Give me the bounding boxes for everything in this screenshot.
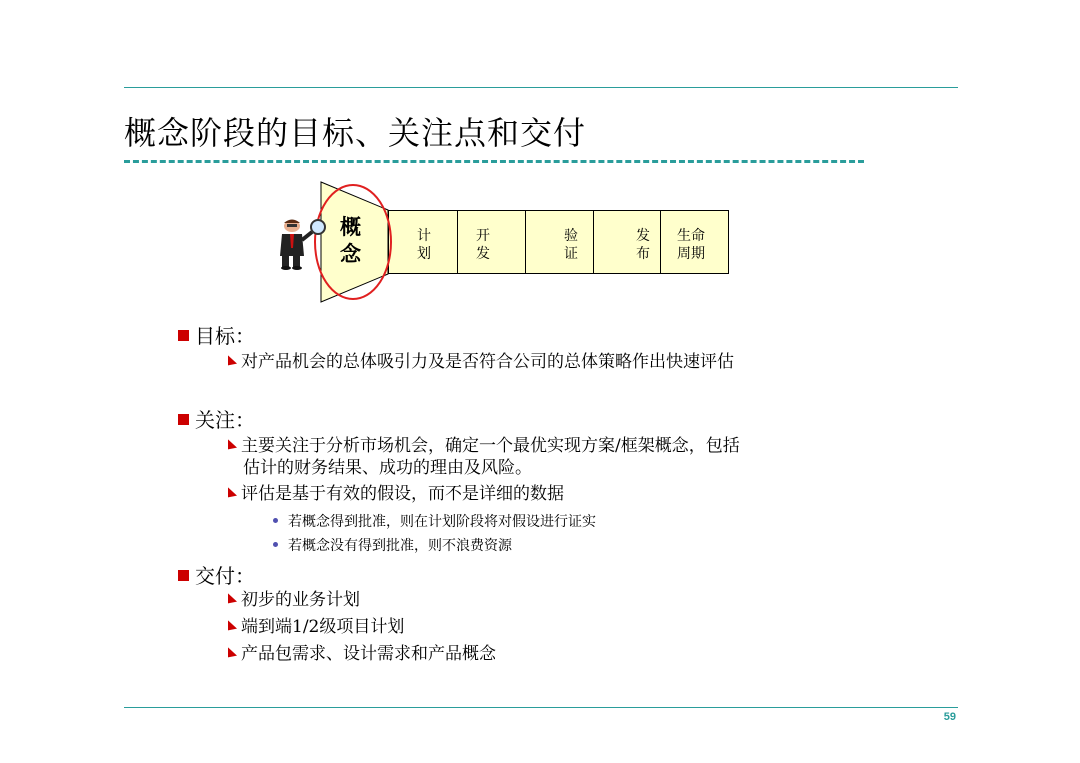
goal-item [228, 352, 734, 373]
stage-verify-line2: 证 [564, 246, 578, 262]
deliverables-item-3-text: 产品包需求、设计需求和产品概念 [241, 644, 496, 664]
dot-bullet-icon [273, 542, 278, 547]
focus-sub-item-2 [273, 535, 512, 555]
bullet-square-icon [178, 414, 189, 425]
stage-concept-line2: 念 [340, 241, 361, 266]
deliverables-item-1 [228, 590, 360, 611]
arrow-bullet-icon [228, 439, 237, 452]
concept-highlight-circle [278, 180, 730, 304]
title-underline [124, 160, 864, 163]
stage-develop-line2: 发 [476, 246, 490, 262]
page-title: 概念阶段的目标、关注点和交付 [124, 114, 587, 152]
dot-bullet-icon [273, 518, 278, 523]
focus-sub-item-1-text: 若概念得到批准，则在计划阶段将对假设进行证实 [288, 514, 596, 530]
arrow-bullet-icon [228, 487, 237, 500]
deliverables-item-2 [228, 617, 404, 638]
stage-release-line2: 布 [636, 246, 650, 262]
deliverables-item-3 [228, 644, 496, 665]
focus-item-1-line1: 主要关注于分析市场机会，确定一个最优实现方案/框架概念，包括 [241, 436, 740, 456]
focus-sub-item-1 [273, 511, 596, 531]
focus-heading [178, 404, 255, 433]
stage-lifecycle-line2: 周期 [677, 246, 705, 262]
arrow-bullet-icon [228, 647, 237, 660]
focus-sub-item-2-text: 若概念没有得到批准，则不浪费资源 [288, 538, 512, 554]
stage-plan-line2: 划 [417, 246, 431, 262]
arrow-bullet-icon [228, 593, 237, 606]
arrow-bullet-icon [228, 620, 237, 633]
page-number: 59 [943, 711, 956, 723]
deliverables-item-2-text: 端到端1/2级项目计划 [241, 617, 405, 637]
stage-release-line1: 发 [636, 228, 650, 244]
deliverables-heading [178, 560, 255, 589]
arrow-bullet-icon [228, 355, 237, 368]
stage-lifecycle-line1: 生命 [677, 228, 705, 244]
deliverables-heading-text: 交付： [195, 564, 255, 588]
goal-heading-text: 目标： [195, 324, 255, 348]
magnifier-person-icon [278, 218, 328, 270]
focus-heading-text: 关注： [195, 408, 255, 432]
focus-item-1-line2: 估计的财务结果、成功的理由及风险。 [243, 458, 532, 478]
stage-verify-line1: 验 [564, 228, 578, 244]
stage-concept-line1: 概 [340, 214, 361, 239]
phase-diagram [278, 180, 730, 304]
bullet-square-icon [178, 330, 189, 341]
bullet-square-icon [178, 570, 189, 581]
focus-item-2-text: 评估是基于有效的假设，而不是详细的数据 [241, 484, 564, 504]
goal-heading [178, 320, 255, 349]
stage-develop-line1: 开 [476, 228, 490, 244]
focus-item-2 [228, 484, 564, 505]
goal-item-text: 对产品机会的总体吸引力及是否符合公司的总体策略作出快速评估 [241, 352, 734, 372]
top-divider [124, 87, 958, 88]
stage-plan-line1: 计 [417, 228, 431, 244]
bottom-divider [124, 707, 958, 708]
deliverables-item-1-text: 初步的业务计划 [241, 590, 360, 610]
focus-item-1 [228, 436, 740, 457]
